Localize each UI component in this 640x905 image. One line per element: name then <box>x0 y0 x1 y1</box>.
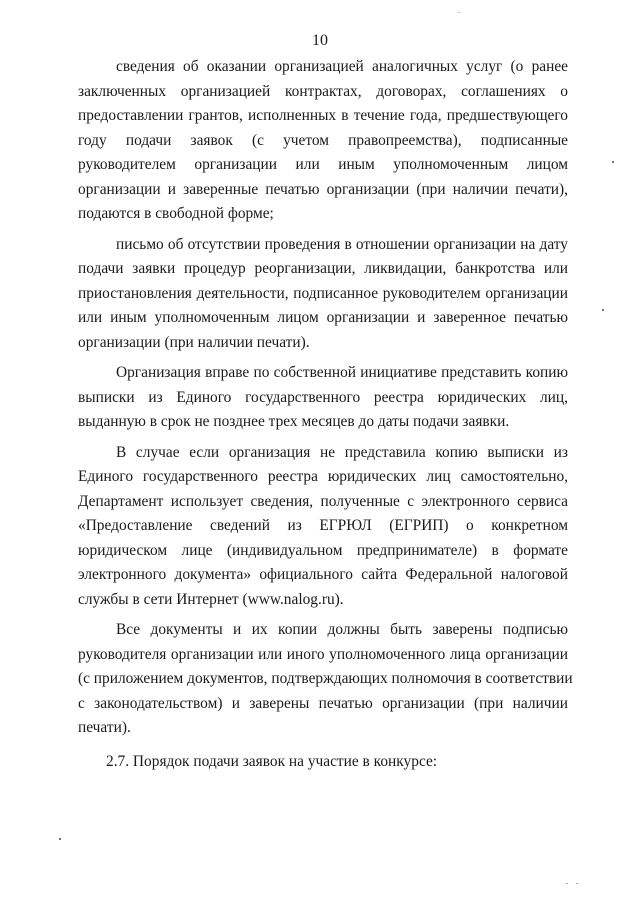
text-line: Организация вправе по собственной инициативе представить копию <box>116 364 568 381</box>
text-line: В случае если организация не представила копию выписки из <box>116 443 568 461</box>
text-line: Единого государственного реестра юридических лиц самостоятельно, <box>78 468 568 485</box>
scan-speck <box>458 12 460 13</box>
text-line: печати). <box>78 719 131 736</box>
text-line: сведения об оказании организацией аналогичных услуг (о ранее <box>116 58 568 75</box>
text-line: подаются в свободной форме; <box>78 205 274 222</box>
text-line: заключенных организацией контрактах, договорах, соглашениях о <box>78 82 568 100</box>
text-line: «Предоставление сведений из ЕГРЮЛ (ЕГРИП) о конкретном <box>78 517 568 534</box>
document-body <box>78 55 573 774</box>
paragraph-document-info <box>78 55 568 227</box>
text-line: руководителя организации или иного уполномоченного лица организации <box>78 645 568 663</box>
text-line: организации (при наличии печати). <box>78 333 310 351</box>
paragraph-letter-absence <box>78 233 568 356</box>
text-line: приостановления деятельности, подписанное руководителем организации <box>78 284 568 302</box>
paragraph-registry-extract <box>78 361 568 435</box>
text-line: письмо об отсутствии проведения в отношении организации на дату <box>116 235 568 253</box>
paragraph-department-service <box>78 441 568 613</box>
text-line: организации и заверенные печатью организации (при наличии печати), <box>78 180 568 198</box>
scan-speck <box>576 883 578 884</box>
text-line: подачи заявки процедур реорганизации, ликвидации, банкротства или <box>78 260 568 277</box>
text-line: руководителем организации или иным уполномоченным лицом <box>78 156 568 173</box>
scan-speck <box>59 838 61 840</box>
text-line: (с приложением документов, подтверждающих полномочия в соответствии <box>78 670 573 687</box>
text-line: с законодательством) и заверены печатью организации (при наличии <box>78 694 568 712</box>
scan-speck <box>602 309 604 311</box>
text-line: Все документы и их копии должны быть заверены подписью <box>116 621 568 638</box>
scan-speck <box>612 161 614 163</box>
text-line: предоставлении грантов, исполненных в течение года, предшествующего <box>78 107 568 124</box>
text-line: выписки из Единого государственного реестра юридических лиц, <box>78 388 568 406</box>
page-number: 10 <box>312 32 328 49</box>
text-line: или иным уполномоченным лицом организации и заверенное печатью <box>78 309 568 326</box>
paragraph-documents-certification <box>78 618 573 741</box>
text-line: Департамент использует сведения, полученные с электронного сервиса <box>78 492 568 510</box>
text-line: юридическом лице (индивидуальном предпринимателе) в формате <box>78 541 568 559</box>
text-line: электронного документа» официального сайта Федеральной налоговой <box>78 566 568 583</box>
text-line: году подачи заявок (с учетом правопреемства), подписанные <box>78 131 568 149</box>
text-line: службы в сети Интернет (www.nalog.ru). <box>78 590 344 608</box>
text-line: выданную в срок не позднее трех месяцев до даты подачи заявки. <box>78 413 510 430</box>
scan-speck <box>566 883 568 884</box>
text-line: 2.7. Порядок подачи заявок на участие в конкурсе: <box>106 752 438 770</box>
section-heading-2-7 <box>78 750 568 775</box>
